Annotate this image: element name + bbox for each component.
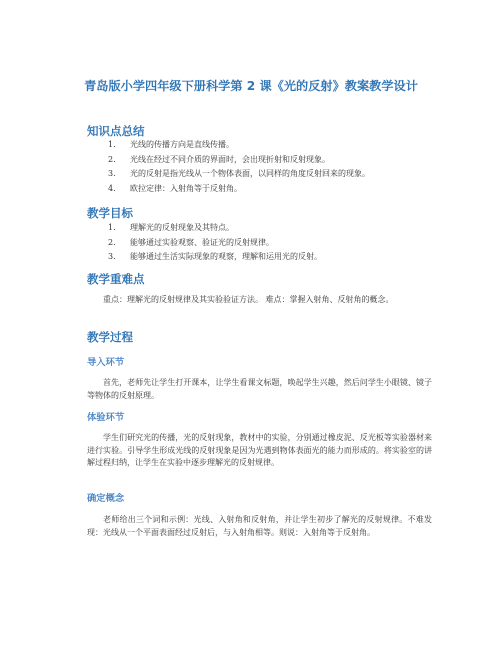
intro-text: 首先，老师先让学生打开课本，让学生看课文标题，唤起学生兴趣，然后问学生小眼镜、镜子等物体的反射原理。 <box>87 378 432 400</box>
knowledge-list <box>108 138 370 196</box>
concept-text: 老师给出三个词和示例：光线、入射角和反射角，并让学生初步了解光的反射规律。不难发现：光线从一个平面表面经过反射后，与入射角相等。则说：入射角等于反射角。 <box>87 515 432 537</box>
heading-teaching-process: 教学过程 <box>87 330 133 344</box>
list-item: 1. 理解光的反射现象及其特点。 <box>108 223 234 232</box>
list-item: 2. 光线在经过不同介质的界面时，会出现折射和反射现象。 <box>108 154 330 164</box>
goals-list <box>108 221 322 265</box>
experience-text: 学生们研究光的传播，光的反射现象，教材中的实验，分别通过橡皮泥、反光板等实验器材来进行实验。引导学生形成光线的反射现象是因为光遇到物体表面光的能力而形成的。将实验室的讲解过程归纳，让学生在实验中逐步理解光的反射规律。 <box>87 433 432 467</box>
document-title: 青岛版小学四年级下册科学第 2 课《光的反射》教案教学设计 <box>84 79 418 93</box>
list-item: 2. 能够通过实验观察、验证光的反射规律。 <box>108 237 274 247</box>
heading-experience: 体验环节 <box>87 412 125 423</box>
key-points-text: 重点：理解光的反射规律及其实验验证方法。 难点：掌握入射角、反射角的概念。 <box>103 295 394 304</box>
heading-teaching-goals: 教学目标 <box>87 206 133 220</box>
list-item: 3. 能够通过生活实际现象的观察，理解和运用光的反射。 <box>108 252 322 261</box>
list-item: 3. 光的反射是指光线从一个物体表面，以同样的角度反射回来的现象。 <box>108 169 370 178</box>
list-item: 4. 欧拉定律：入射角等于反射角。 <box>108 183 242 193</box>
heading-key-points: 教学重难点 <box>87 272 145 286</box>
list-item: 1. 光线的传播方向是直线传播。 <box>108 140 234 149</box>
heading-concept: 确定概念 <box>87 493 125 504</box>
heading-knowledge-summary: 知识点总结 <box>87 124 145 138</box>
heading-intro: 导入环节 <box>87 357 125 368</box>
